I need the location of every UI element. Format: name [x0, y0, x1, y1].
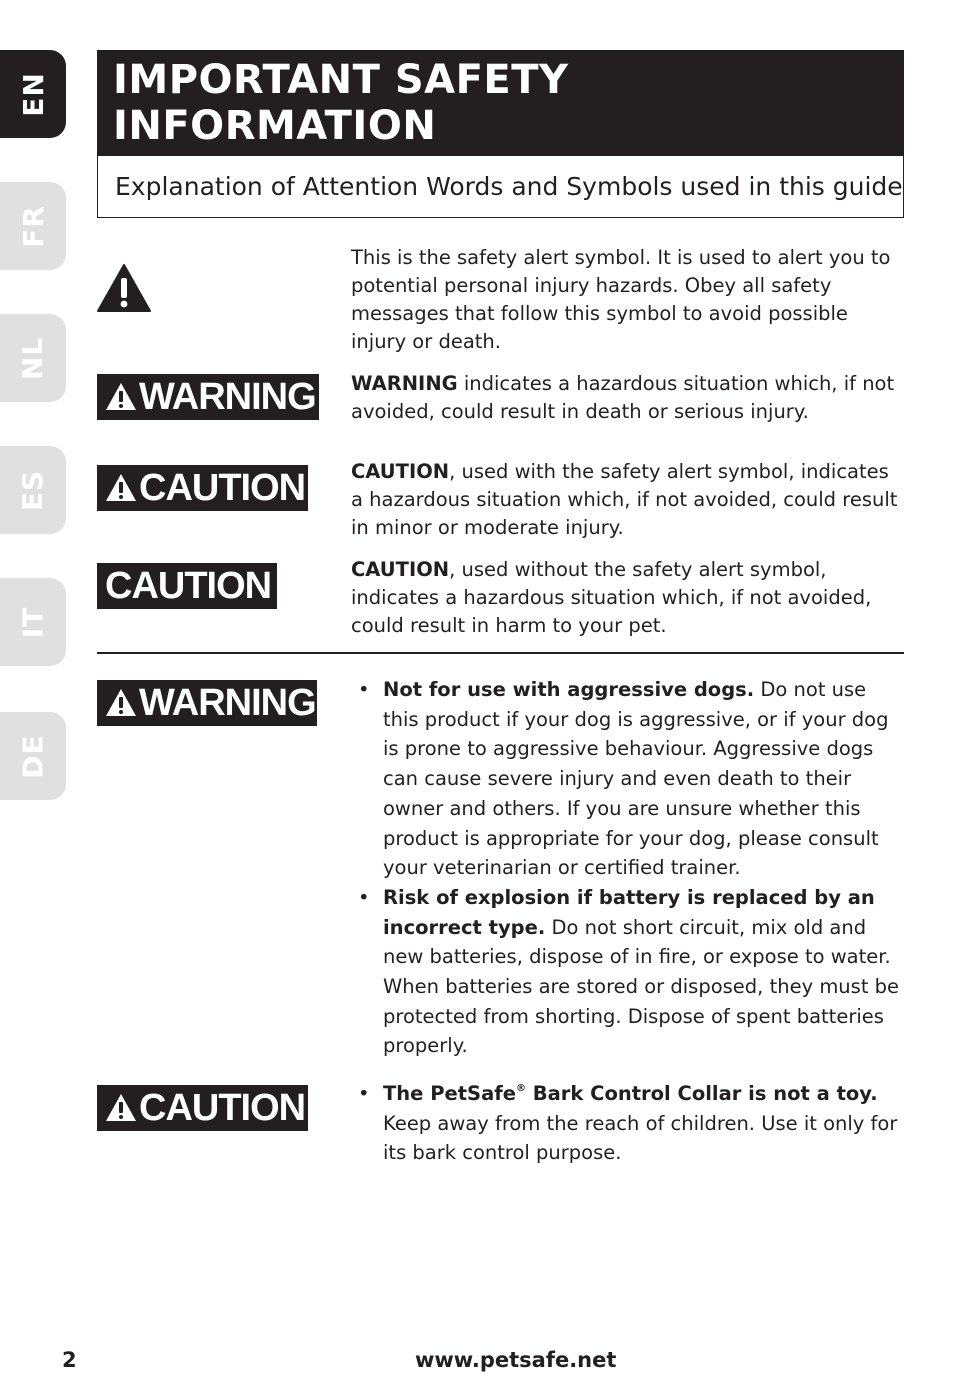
caution-item-heading-rest: Bark Control Collar is not a toy. — [525, 1082, 878, 1105]
lang-tab-label: NL — [16, 336, 50, 380]
lang-tab-es[interactable] — [0, 446, 66, 534]
warning-item-text: Do not short circuit, mix old and new batteries, dispose of in fire, or expose to water. When batteries are stored or disposed, they must be protected from shorting. Dispose of spent batteries properly. — [383, 915, 900, 1058]
page-title: IMPORTANT SAFETY INFORMATION — [97, 50, 904, 156]
caution-term: CAUTION — [351, 460, 450, 483]
warning-definition-text: indicates a hazardous situation which, if not avoided, could result in death or serious injury. — [351, 372, 895, 423]
registered-mark: ® — [515, 1083, 526, 1094]
caution-without-symbol-definition — [351, 556, 903, 640]
lang-tab-label: FR — [16, 204, 50, 248]
caution-item-text: Keep away from the reach of children. Use it only for its bark control purpose. — [383, 1111, 898, 1165]
lang-tab-label: DE — [16, 733, 50, 779]
safety-alert-icon — [96, 263, 152, 313]
warning-term: WARNING — [351, 372, 458, 395]
lang-tab-nl[interactable] — [0, 314, 66, 402]
caution-plain-label-text: CAUTION — [105, 564, 272, 607]
lang-tab-en[interactable] — [0, 50, 66, 138]
lang-tab-fr[interactable] — [0, 182, 66, 270]
caution-label-text: CAUTION — [139, 1086, 306, 1129]
warning-label — [97, 680, 317, 726]
list-item — [358, 1079, 904, 1168]
footer-url[interactable]: www.petsafe.net — [415, 1348, 617, 1372]
warning-triangle-icon — [105, 472, 137, 504]
warning-triangle-icon — [105, 687, 137, 719]
warning-item-heading: Risk of explosion if battery is replaced by an incorrect type. — [383, 885, 875, 939]
warning-item-text: Do not use this product if your dog is aggressive, or if your dog is prone to aggressive behaviour. Aggressive dogs can cause severe injury and even death to their owner and others. If you are unsure whether this product is appropriate for your dog, please consult your veterinarian or certified trainer. — [383, 678, 889, 880]
lang-tab-de[interactable] — [0, 712, 66, 800]
caution-label — [97, 465, 308, 511]
page-subtitle: Explanation of Attention Words and Symbols used in this guide — [97, 156, 904, 218]
caution-item-heading-brand: The PetSafe — [383, 1082, 516, 1105]
caution-plain-label — [97, 563, 277, 609]
warning-label-text: WARNING — [139, 375, 316, 418]
section-divider — [97, 652, 904, 654]
warning-label — [97, 374, 319, 420]
caution-with-symbol-definition — [351, 458, 903, 542]
lang-tab-label: IT — [16, 606, 50, 638]
lang-tab-label: EN — [16, 71, 50, 117]
caution-with-symbol-text: , used with the safety alert symbol, indicates a hazardous situation which, if not avoided, could result in minor or moderate injury. — [351, 460, 898, 539]
warning-item-heading: Not for use with aggressive dogs. — [383, 678, 755, 701]
warning-label-text: WARNING — [139, 681, 316, 724]
warning-definition — [351, 370, 903, 426]
caution-without-symbol-text: , used without the safety alert symbol, indicates a hazardous situation which, if not avoided, could result in harm to your pet. — [351, 558, 872, 637]
caution-list — [358, 1079, 904, 1168]
warning-triangle-icon — [105, 1092, 137, 1124]
list-item — [358, 883, 904, 1061]
lang-tab-label: ES — [16, 469, 50, 511]
lang-tab-it[interactable] — [0, 578, 66, 666]
warning-triangle-icon — [105, 381, 137, 413]
warning-list — [358, 675, 904, 1061]
caution-label — [97, 1085, 308, 1131]
page-number: 2 — [62, 1348, 77, 1372]
caution-item-heading — [383, 1082, 878, 1105]
list-item — [358, 675, 904, 883]
caution-term: CAUTION — [351, 558, 450, 581]
alert-symbol-description: This is the safety alert symbol. It is used to alert you to potential personal injury hazards. Obey all safety messages that follow this symbol to avoid possible injury or death. — [351, 246, 891, 353]
caution-label-text: CAUTION — [139, 466, 306, 509]
